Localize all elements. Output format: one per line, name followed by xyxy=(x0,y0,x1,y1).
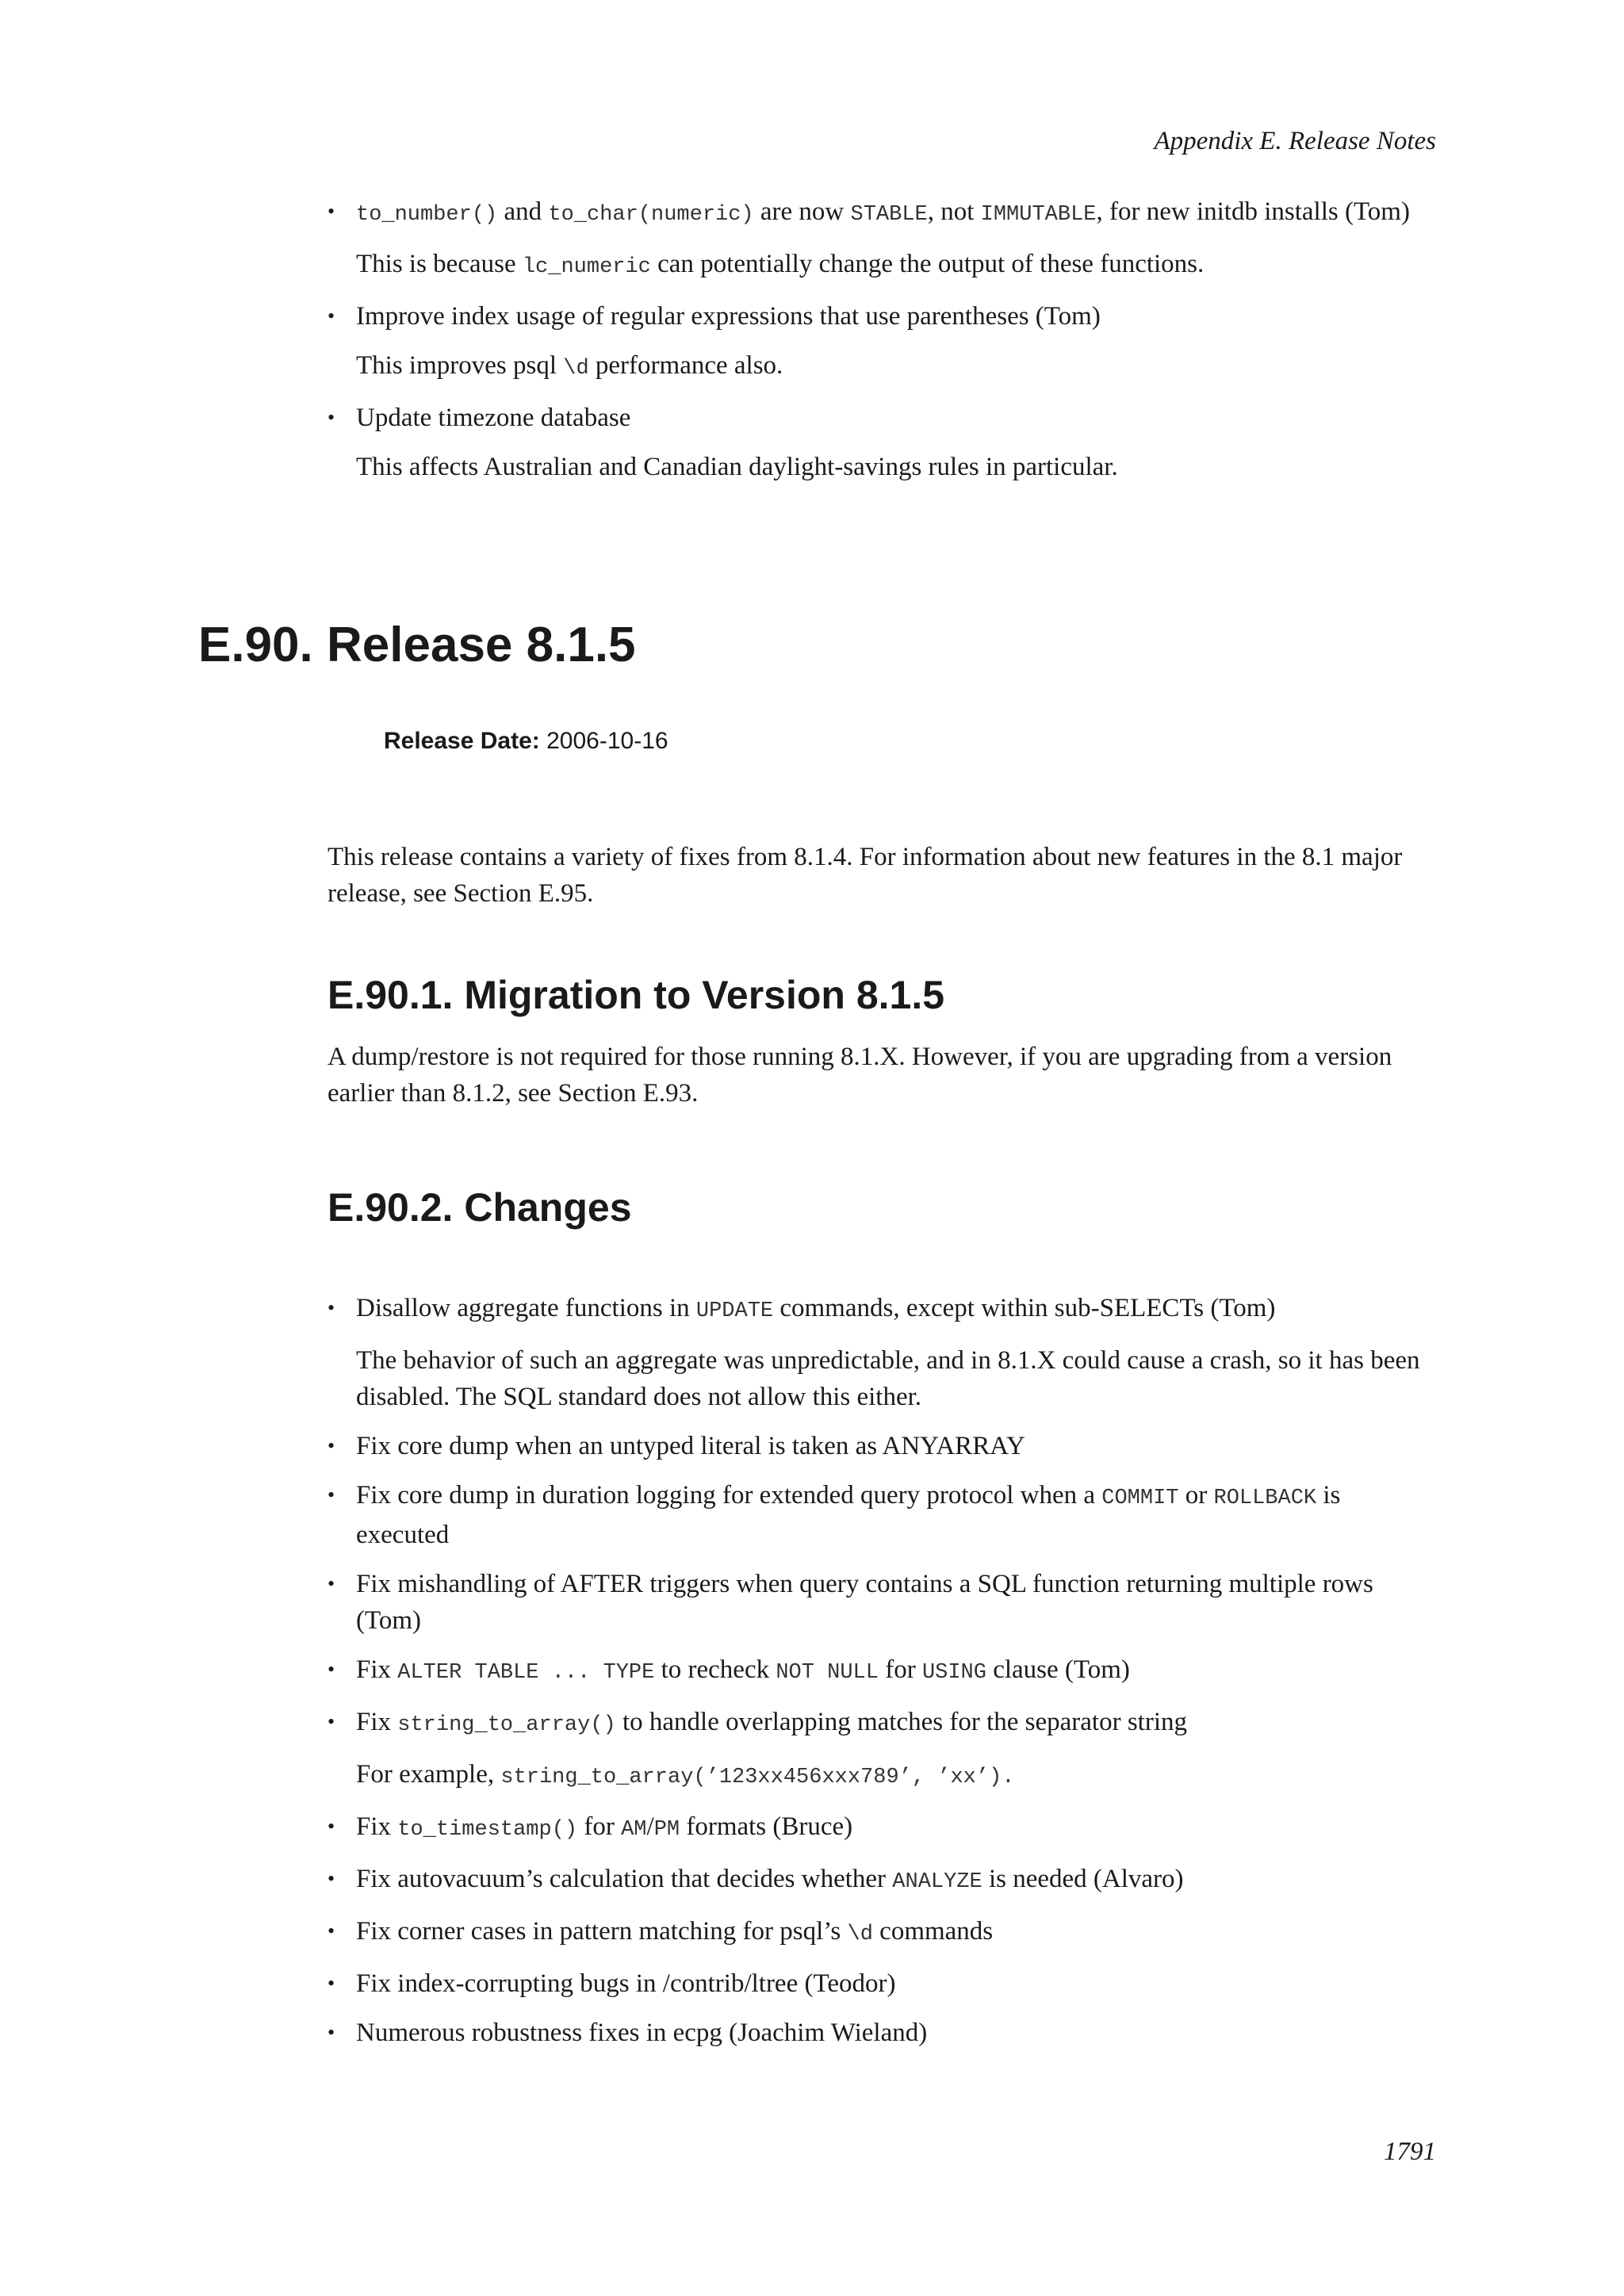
text-run: For example, xyxy=(356,1760,501,1789)
list-item xyxy=(327,1965,1436,2002)
list-item xyxy=(327,1861,1436,1900)
inline-code: string_to_array(’123xx456xxx789’, ’xx’). xyxy=(500,1766,1015,1789)
text-run: clause (Tom) xyxy=(986,1655,1130,1684)
text-run: commands xyxy=(872,1917,994,1946)
release-date-label: Release Date: xyxy=(384,728,540,754)
list-item-text xyxy=(356,404,630,432)
inline-code: string_to_array() xyxy=(397,1713,616,1737)
list-item-text xyxy=(356,1917,993,1946)
inline-code: COMMIT xyxy=(1101,1487,1179,1510)
text-run: Fix core dump when an untyped literal is taken as ANYARRAY xyxy=(356,1432,1025,1460)
inline-code: AM xyxy=(621,1818,647,1842)
text-run: Fix xyxy=(356,1708,398,1736)
list-item-note xyxy=(356,449,1436,485)
text-run: formats (Bruce) xyxy=(680,1812,853,1841)
release-date-value: 2006-10-16 xyxy=(546,728,668,754)
text-run: or xyxy=(1178,1481,1214,1510)
text-run: This affects Australian and Canadian daylight-savings rules in particular. xyxy=(356,453,1118,481)
text-run: Improve index usage of regular expressions that use parentheses (Tom) xyxy=(356,302,1101,331)
text-run: Fix corner cases in pattern matching for psql’s xyxy=(356,1917,848,1946)
text-run: to recheck xyxy=(654,1655,776,1684)
list-item-text xyxy=(356,302,1101,331)
inline-code: to_number() xyxy=(356,203,498,227)
inline-code: NOT NULL xyxy=(776,1661,879,1685)
text-run: Fix core dump in duration logging for extended query protocol when a xyxy=(356,1481,1102,1510)
list-item-note xyxy=(356,347,1436,387)
running-header: Appendix E. Release Notes xyxy=(1154,127,1436,155)
list-item-text xyxy=(356,197,1410,226)
list-item xyxy=(327,1566,1436,1639)
text-run: , not xyxy=(927,197,981,226)
list-item xyxy=(327,1704,1436,1796)
text-run: and xyxy=(497,197,549,226)
list-item-note xyxy=(356,246,1436,285)
list-item xyxy=(327,1477,1436,1553)
inline-code: lc_numeric xyxy=(522,255,651,279)
list-item xyxy=(327,1290,1436,1415)
text-run: Fix xyxy=(356,1812,398,1841)
list-item xyxy=(327,193,1436,285)
inline-code: UPDATE xyxy=(695,1299,774,1323)
inline-code: to_char(numeric) xyxy=(548,203,754,227)
text-run: Fix mishandling of AFTER triggers when query contains a SQL function returning multiple rows (Tom) xyxy=(356,1570,1373,1635)
inline-code: PM xyxy=(653,1818,680,1842)
inline-code: ALTER TABLE ... TYPE xyxy=(397,1661,655,1685)
inline-code: \d xyxy=(563,357,589,381)
list-item xyxy=(327,1651,1436,1691)
text-run: Disallow aggregate functions in xyxy=(356,1294,696,1322)
list-item-text xyxy=(356,1865,1184,1893)
changes-heading: E.90.2. Changes xyxy=(327,1185,632,1230)
list-item xyxy=(327,1808,1436,1848)
top-bullet-list xyxy=(327,193,1436,485)
list-item xyxy=(327,400,1436,485)
text-run: / xyxy=(646,1812,654,1841)
text-run: Fix index-corrupting bugs in /contrib/ltree (Teodor) xyxy=(356,1969,896,1998)
list-item-text xyxy=(356,1812,852,1841)
list-item-note xyxy=(356,1756,1436,1796)
text-run: This is because xyxy=(356,250,523,278)
list-item xyxy=(327,1913,1436,1953)
list-item-text xyxy=(356,2019,927,2047)
list-item-text xyxy=(356,1969,895,1998)
section-title: E.90. Release 8.1.5 xyxy=(198,618,636,672)
text-run: This improves psql xyxy=(356,351,564,380)
text-run: Fix xyxy=(356,1655,398,1684)
list-item-text xyxy=(356,1432,1025,1460)
list-item-text xyxy=(356,1294,1275,1322)
migration-heading: E.90.1. Migration to Version 8.1.5 xyxy=(327,973,945,1017)
text-run: performance also. xyxy=(588,351,783,380)
text-run: to handle overlapping matches for the separator string xyxy=(615,1708,1187,1736)
text-run: is needed (Alvaro) xyxy=(982,1865,1184,1893)
list-item-text xyxy=(356,1655,1130,1684)
text-run: The behavior of such an aggregate was unpredictable, and in 8.1.X could cause a crash, so it has been disabled. The SQL standard does not allow this either. xyxy=(356,1346,1420,1411)
inline-code: ANALYZE xyxy=(892,1870,982,1894)
text-run: , for new initdb installs (Tom) xyxy=(1096,197,1410,226)
list-item xyxy=(327,298,1436,387)
intro-paragraph: This release contains a variety of fixes from 8.1.4. For information about new features in the 8.1 major release, see Section E.95. xyxy=(327,843,1403,908)
inline-code: STABLE xyxy=(850,203,928,227)
page-number: 1791 xyxy=(1384,2137,1436,2166)
text-run: for xyxy=(577,1812,622,1841)
text-run: commands, except within sub-SELECTs (Tom) xyxy=(773,1294,1276,1322)
list-item xyxy=(327,1428,1436,1464)
text-run: is executed xyxy=(356,1481,1341,1549)
text-run: Fix autovacuum’s calculation that decides whether xyxy=(356,1865,893,1893)
inline-code: ROLLBACK xyxy=(1213,1487,1317,1510)
list-item xyxy=(327,2015,1436,2051)
list-item-text xyxy=(356,1481,1340,1549)
text-run: Update timezone database xyxy=(356,404,631,432)
migration-paragraph: A dump/restore is not required for those running 8.1.X. However, if you are upgrading from a version earlier than 8.1.2, see Section E.93. xyxy=(327,1043,1392,1108)
inline-code: to_timestamp() xyxy=(397,1818,578,1842)
text-run: Numerous robustness fixes in ecpg (Joachim Wieland) xyxy=(356,2019,928,2047)
inline-code: \d xyxy=(847,1923,873,1946)
text-run: for xyxy=(878,1655,922,1684)
release-date-line xyxy=(384,728,668,755)
list-item-text xyxy=(356,1570,1373,1635)
inline-code: IMMUTABLE xyxy=(980,203,1097,227)
inline-code: USING xyxy=(921,1661,986,1685)
text-run: are now xyxy=(753,197,851,226)
list-item-note xyxy=(356,1342,1436,1415)
list-item-text xyxy=(356,1708,1187,1736)
text-run: can potentially change the output of these functions. xyxy=(650,250,1205,278)
changes-bullet-list xyxy=(327,1290,1436,2051)
